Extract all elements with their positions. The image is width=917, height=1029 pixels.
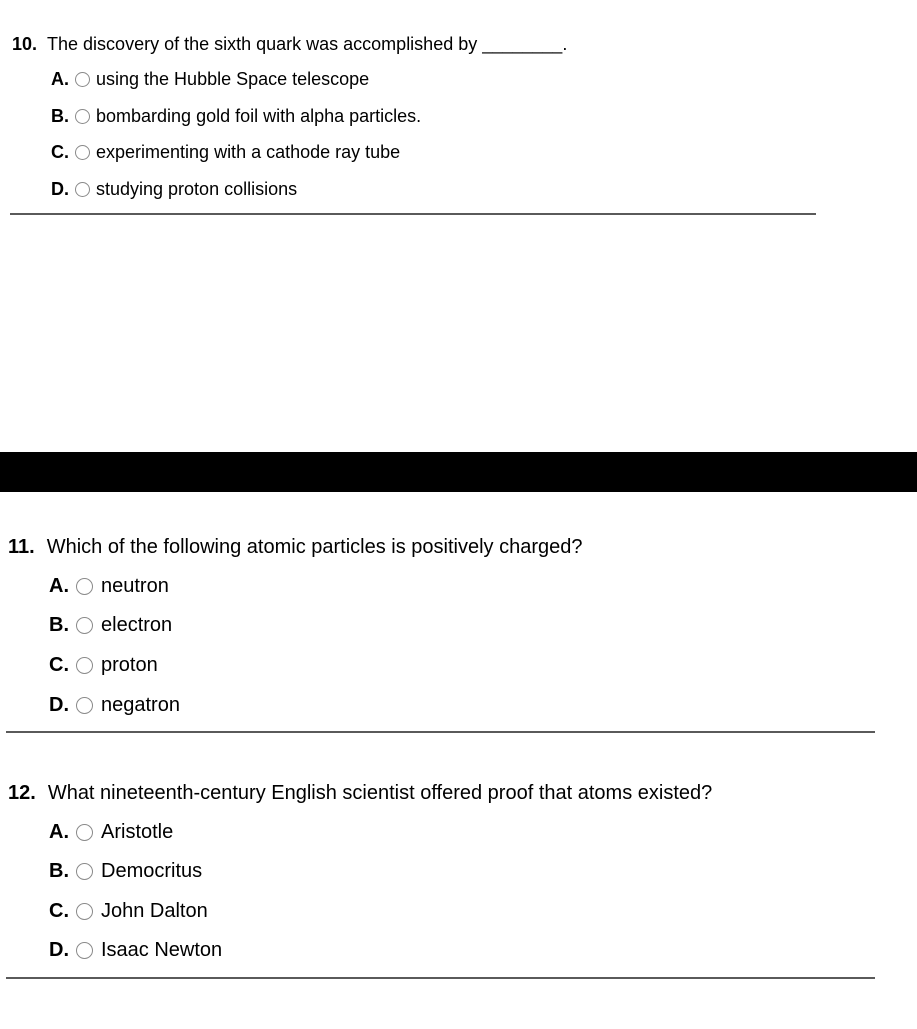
divider xyxy=(6,977,875,979)
radio-button[interactable] xyxy=(76,863,93,880)
question-prompt xyxy=(12,34,567,55)
black-band xyxy=(0,452,917,492)
option-c[interactable] xyxy=(49,900,208,923)
option-text: Isaac Newton xyxy=(101,939,223,961)
radio-button[interactable] xyxy=(76,697,93,714)
option-letter: A. xyxy=(49,575,69,597)
option-c[interactable] xyxy=(51,142,400,163)
option-text: negatron xyxy=(101,694,180,716)
option-b[interactable] xyxy=(49,860,202,883)
option-letter: A. xyxy=(51,69,69,89)
option-letter: B. xyxy=(49,860,69,882)
option-text: using the Hubble Space telescope xyxy=(96,69,370,89)
option-text: proton xyxy=(101,654,158,676)
option-a[interactable] xyxy=(49,821,173,844)
option-text: electron xyxy=(101,614,173,636)
question-number: 12. xyxy=(8,782,36,804)
radio-button[interactable] xyxy=(76,824,93,841)
option-letter: C. xyxy=(49,654,69,676)
option-letter: C. xyxy=(51,142,69,162)
option-letter: D. xyxy=(49,939,69,961)
option-b[interactable] xyxy=(49,614,172,637)
divider xyxy=(6,731,875,733)
option-letter: C. xyxy=(49,900,69,922)
question-prompt xyxy=(8,536,583,559)
option-text: Democritus xyxy=(101,860,203,882)
radio-button[interactable] xyxy=(76,578,93,595)
option-letter: B. xyxy=(49,614,69,636)
option-a[interactable] xyxy=(49,575,169,598)
divider xyxy=(10,213,816,215)
question-number: 10. xyxy=(12,34,38,54)
option-text: neutron xyxy=(101,575,169,597)
radio-button[interactable] xyxy=(76,657,93,674)
option-letter: D. xyxy=(49,694,69,716)
radio-button[interactable] xyxy=(75,182,90,197)
option-letter: A. xyxy=(49,821,69,843)
option-text: bombarding gold foil with alpha particles. xyxy=(96,106,422,126)
option-a[interactable] xyxy=(51,69,369,90)
question-text: Which of the following atomic particles is positively charged? xyxy=(46,536,583,558)
radio-button[interactable] xyxy=(76,903,93,920)
option-letter: B. xyxy=(51,106,69,126)
radio-button[interactable] xyxy=(75,72,90,87)
option-d[interactable] xyxy=(49,939,222,962)
radio-button[interactable] xyxy=(76,617,93,634)
radio-button[interactable] xyxy=(75,109,90,124)
question-number: 11. xyxy=(8,536,35,558)
option-d[interactable] xyxy=(51,179,297,200)
option-b[interactable] xyxy=(51,106,421,127)
option-text: studying proton collisions xyxy=(96,179,298,199)
radio-button[interactable] xyxy=(75,145,90,160)
option-text: Aristotle xyxy=(101,821,174,843)
option-c[interactable] xyxy=(49,654,158,677)
option-text: experimenting with a cathode ray tube xyxy=(96,142,401,162)
option-d[interactable] xyxy=(49,694,180,717)
question-prompt xyxy=(8,782,712,805)
question-text: The discovery of the sixth quark was accomplished by ________. xyxy=(47,34,568,54)
option-text: John Dalton xyxy=(101,900,208,922)
radio-button[interactable] xyxy=(76,942,93,959)
option-letter: D. xyxy=(51,179,69,199)
question-text: What nineteenth-century English scientist offered proof that atoms existed? xyxy=(47,782,713,804)
